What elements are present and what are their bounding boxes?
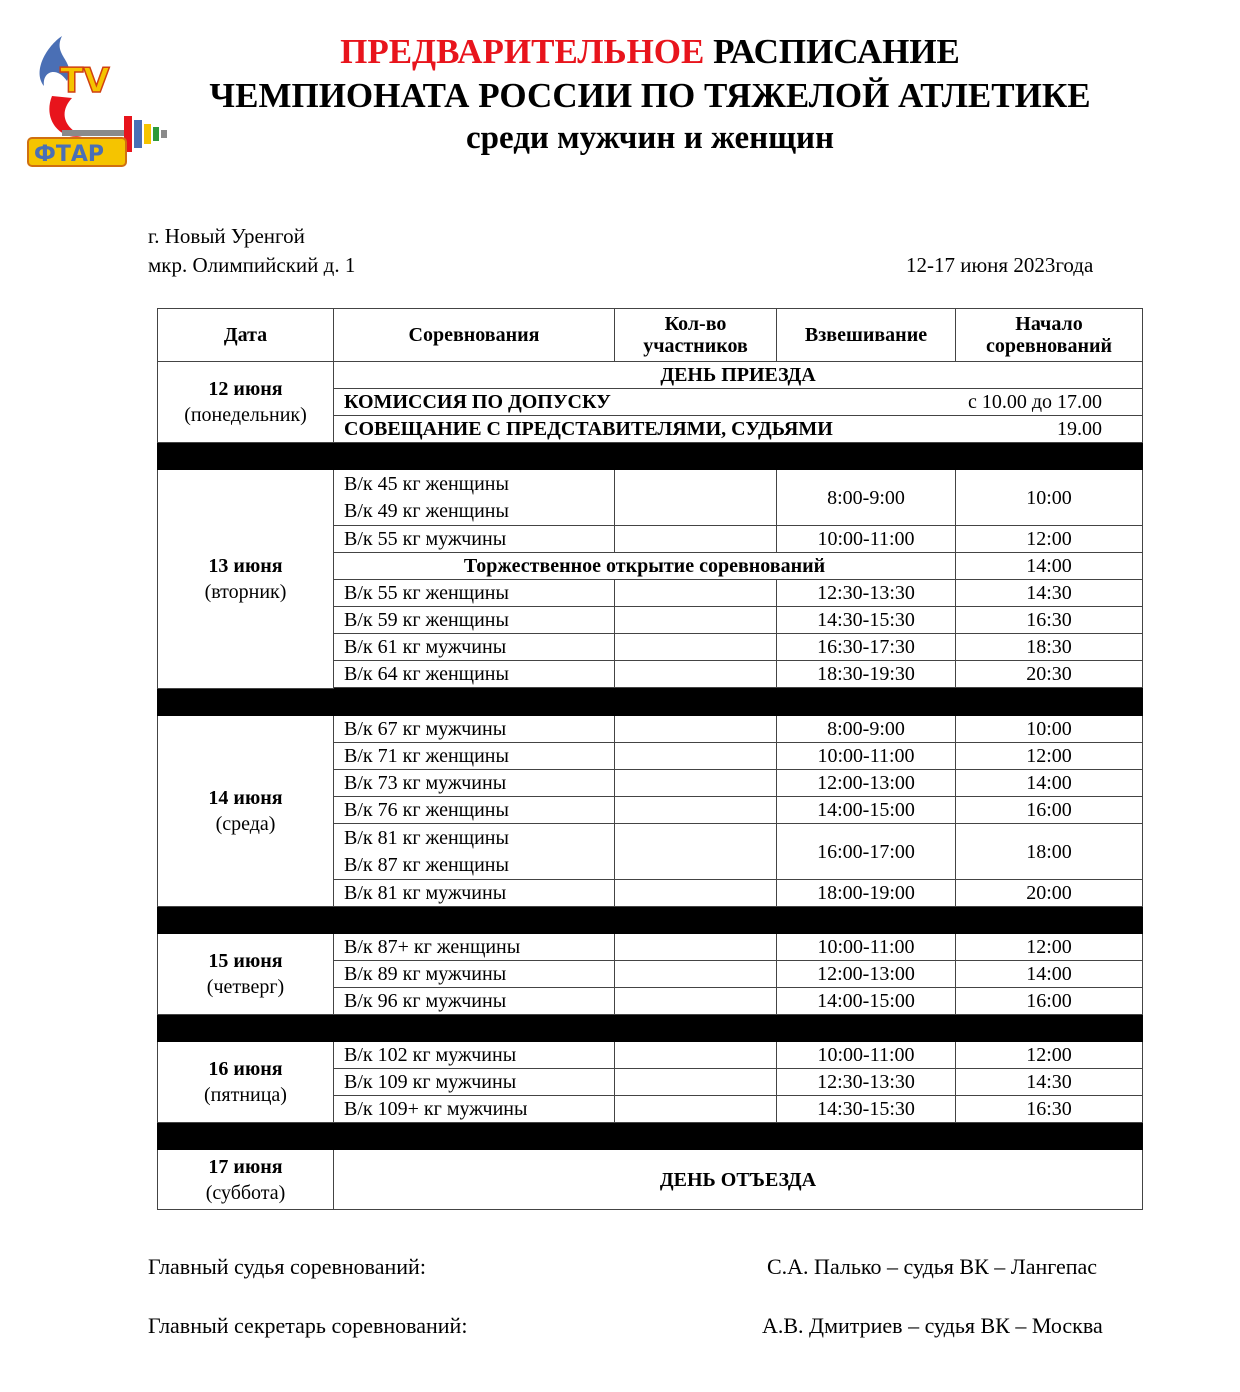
event-name: В/к 81 кг женщины [344,826,509,849]
start-cell: 20:30 [956,661,1143,688]
weigh-in-cell: 14:00-15:00 [777,797,956,824]
start-cell: 16:30 [956,1096,1143,1123]
weigh-in-cell: 18:00-19:00 [777,880,956,907]
chief-judge-name: С.А. Палько – судья ВК – Лангепас [767,1254,1098,1279]
event-name: В/к 59 кг женщины [334,607,615,634]
weigh-in-cell: 14:30-15:30 [777,607,956,634]
table-row [158,470,1143,526]
header-start: Начало соревнований [956,309,1143,362]
date-cell [158,934,334,1015]
title-preliminary: ПРЕДВАРИТЕЛЬНОЕ [340,32,705,71]
header-date: Дата [158,309,334,362]
table-row [158,1042,1143,1069]
participants-cell [615,716,777,743]
participants-cell [615,824,777,880]
start-cell: 20:00 [956,880,1143,907]
participants-cell [615,661,777,688]
date-weekday: (пятница) [204,1084,287,1106]
participants-cell [615,470,777,526]
schedule-table [157,308,1143,1210]
header-participants: Кол-во участников [615,309,777,362]
event-name: В/к 76 кг женщины [334,797,615,824]
event-name: В/к 109+ кг мужчины [334,1096,615,1123]
table-row [158,362,1143,389]
chief-judge-label: Главный судья соревнований: [148,1254,426,1279]
logo-org-text: ФТАР [34,142,104,167]
date-weekday: (суббота) [205,1181,286,1204]
day-separator [158,1015,1143,1042]
participants-cell [615,743,777,770]
day-separator [158,689,1143,716]
weigh-in-cell: 10:00-11:00 [777,526,956,553]
participants-cell [615,988,777,1015]
start-cell: 14:00 [956,770,1143,797]
meeting-time: 19.00 [1057,418,1102,440]
event-cell [334,470,615,526]
title-championship: ЧЕМПИОНАТА РОССИИ ПО ТЯЖЕЛОЙ АТЛЕТИКЕ [209,76,1091,115]
event-name: В/к 71 кг женщины [334,743,615,770]
start-cell: 12:00 [956,934,1143,961]
date-weekday: (среда) [215,813,276,835]
meeting [334,416,1143,443]
admission-time: с 10.00 до 17.00 [967,391,1102,413]
participants-cell [615,961,777,988]
weigh-in-cell: 10:00-11:00 [777,743,956,770]
start-cell: 14:30 [956,1069,1143,1096]
event-name: В/к 109 кг мужчины [334,1069,615,1096]
participants-cell [615,1096,777,1123]
opening-ceremony: Торжественное открытие соревнований [334,553,956,580]
weigh-in-cell: 10:00-11:00 [777,1042,956,1069]
table-row [158,934,1143,961]
start-cell: 14:00 [956,553,1143,580]
event-name: В/к 102 кг мужчины [334,1042,615,1069]
event-name: В/к 81 кг мужчины [334,880,615,907]
date-weekday: (четверг) [206,976,285,998]
date-cell [158,716,334,907]
weigh-in-cell: 12:30-13:30 [777,1069,956,1096]
event-name: В/к 45 кг женщины [344,472,509,495]
participants-cell [615,607,777,634]
start-cell: 16:00 [956,797,1143,824]
event-name: В/к 49 кг женщины [344,499,509,522]
date-day: 14 июня [208,787,283,809]
participants-cell [615,934,777,961]
participants-cell [615,880,777,907]
participants-cell [615,1069,777,1096]
date-day: 13 июня [208,555,283,577]
header-competition: Соревнования [334,309,615,362]
weigh-in-cell: 14:00-15:00 [777,988,956,1015]
participants-cell [615,797,777,824]
start-cell: 12:00 [956,1042,1143,1069]
table-row [158,1150,1143,1210]
start-cell: 18:00 [956,824,1143,880]
title-subtitle: среди мужчин и женщин [465,120,834,156]
event-name: В/к 55 кг женщины [334,580,615,607]
date-day: 15 июня [208,950,283,972]
weigh-in-cell: 10:00-11:00 [777,934,956,961]
logo-badge-text: TV [60,61,110,101]
chief-secretary-label: Главный секретарь соревнований: [148,1313,468,1338]
date-day: 16 июня [208,1058,283,1080]
date-cell [158,1042,334,1123]
event-dates: 12-17 июня 2023года [906,253,1094,277]
date-day: 17 июня [208,1155,283,1178]
event-name: В/к 89 кг мужчины [334,961,615,988]
event-name: В/к 67 кг мужчины [334,716,615,743]
event-name: В/к 61 кг мужчины [334,634,615,661]
start-cell: 10:00 [956,470,1143,526]
arrival-day: ДЕНЬ ПРИЕЗДА [334,362,1143,389]
admission-label: КОМИССИЯ ПО ДОПУСКУ [344,391,611,413]
weigh-in-cell: 16:00-17:00 [777,824,956,880]
admission-commission [334,389,1143,416]
weigh-in-cell: 12:00-13:00 [777,961,956,988]
weigh-in-cell: 12:00-13:00 [777,770,956,797]
start-cell: 14:00 [956,961,1143,988]
date-cell [158,470,334,689]
participants-cell [615,580,777,607]
start-cell: 12:00 [956,526,1143,553]
start-cell: 10:00 [956,716,1143,743]
start-cell: 12:00 [956,743,1143,770]
event-name: В/к 96 кг мужчины [334,988,615,1015]
table-header-row [158,309,1143,362]
weigh-in-cell: 12:30-13:30 [777,580,956,607]
address: мкр. Олимпийский д. 1 [148,253,356,277]
event-name: В/к 64 кг женщины [334,661,615,688]
day-separator [158,907,1143,934]
weigh-in-cell: 14:30-15:30 [777,1096,956,1123]
weigh-in-cell: 18:30-19:30 [777,661,956,688]
weigh-in-cell: 8:00-9:00 [777,716,956,743]
participants-cell [615,634,777,661]
start-cell: 18:30 [956,634,1143,661]
table-row [158,716,1143,743]
event-name: В/к 73 кг мужчины [334,770,615,797]
date-weekday: (вторник) [204,581,287,603]
date-cell [158,1150,334,1210]
day-separator [158,1123,1143,1150]
city: г. Новый Уренгой [148,224,305,248]
date-day: 12 июня [208,378,283,400]
meeting-label: СОВЕЩАНИЕ С ПРЕДСТАВИТЕЛЯМИ, СУДЬЯМИ [344,418,833,440]
weigh-in-cell: 8:00-9:00 [777,470,956,526]
page-title [150,32,1150,72]
event-name: В/к 87 кг женщины [344,853,509,876]
date-cell [158,362,334,443]
date-weekday: (понедельник) [184,404,307,426]
participants-cell [615,1042,777,1069]
participants-cell [615,770,777,797]
day-separator [158,443,1143,470]
event-name: В/к 55 кг мужчины [334,526,615,553]
start-cell: 16:00 [956,988,1143,1015]
start-cell: 16:30 [956,607,1143,634]
start-cell: 14:30 [956,580,1143,607]
weigh-in-cell: 16:30-17:30 [777,634,956,661]
event-cell [334,824,615,880]
header-weigh-in: Взвешивание [777,309,956,362]
departure-day: ДЕНЬ ОТЪЕЗДА [334,1150,1143,1210]
event-name: В/к 87+ кг женщины [334,934,615,961]
participants-cell [615,526,777,553]
title-schedule: РАСПИСАНИЕ [704,32,960,71]
chief-secretary-name: А.В. Дмитриев – судья ВК – Москва [762,1313,1103,1338]
